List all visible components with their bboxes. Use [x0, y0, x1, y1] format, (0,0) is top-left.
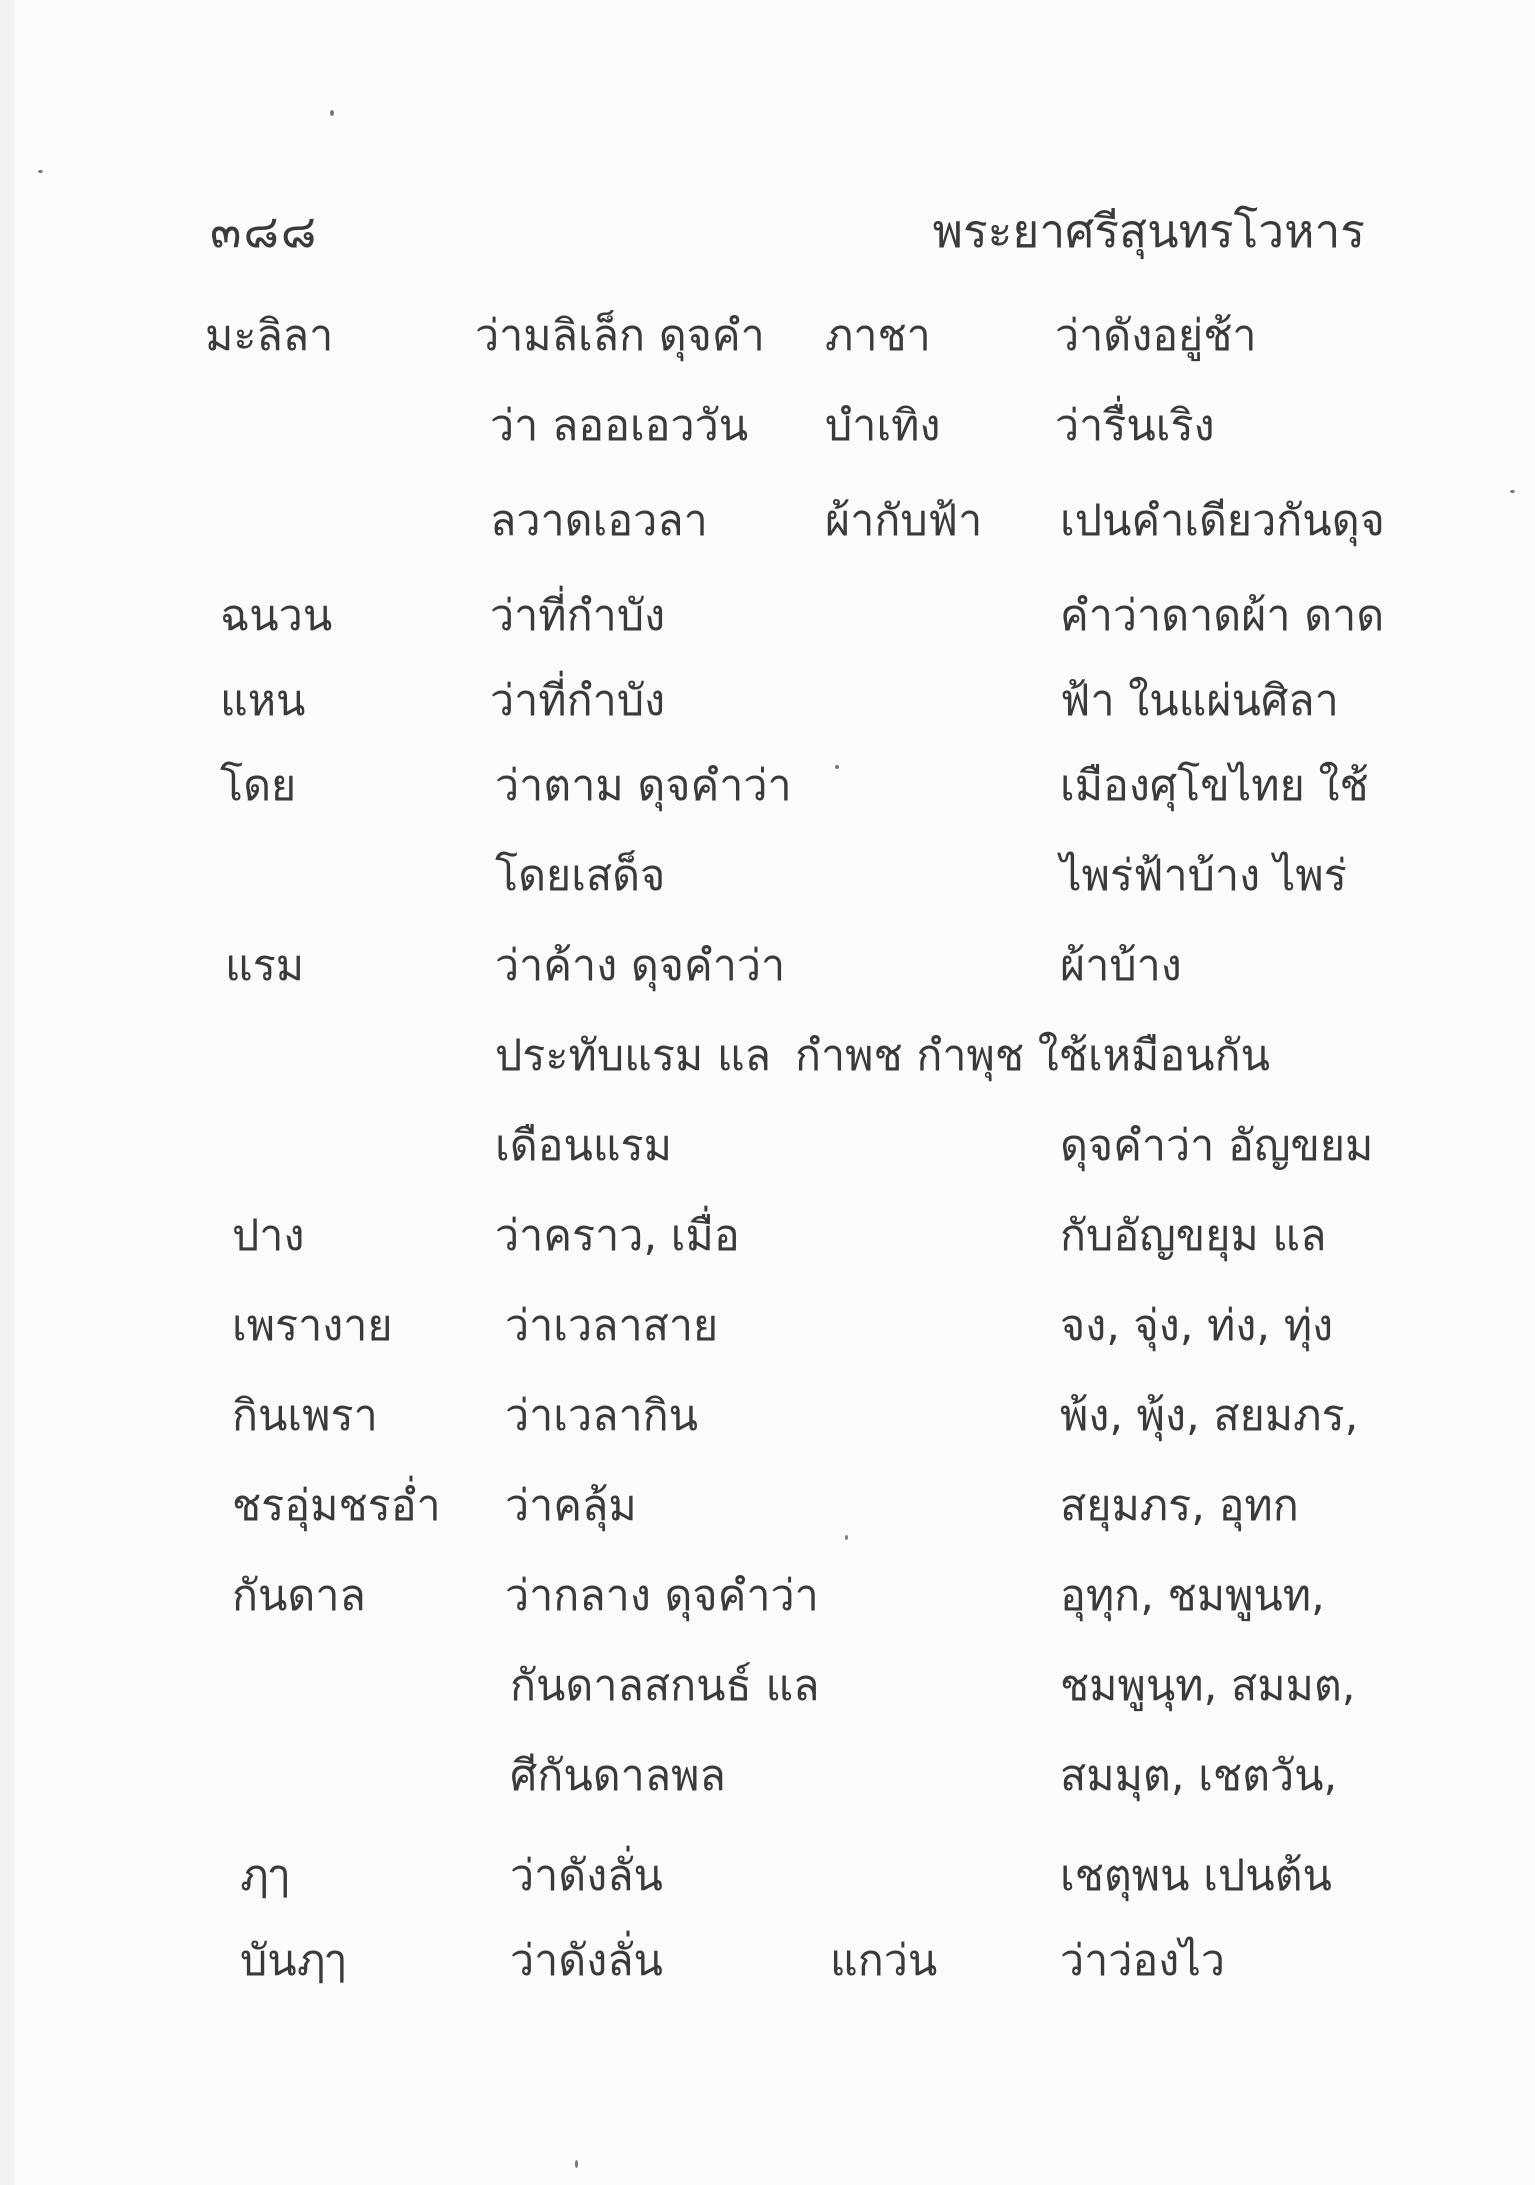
headword: โดย — [220, 761, 297, 811]
headword: กินเพรา — [232, 1391, 378, 1441]
gloss: ว่าคลุ้ม — [505, 1481, 637, 1531]
headword: บันฦๅ — [240, 1936, 347, 1986]
headword: มะลิลา — [205, 311, 334, 361]
gloss: ว่าดังลั่น — [510, 1851, 663, 1901]
gloss: ว่าดังอยู่ช้า — [1055, 311, 1257, 361]
gloss: ดุจคำว่า อัญขยม — [1060, 1121, 1374, 1171]
scan-speck — [575, 2160, 578, 2168]
scan-speck — [845, 1535, 848, 1540]
gloss: พ้ง, พุ้ง, สยมภร, — [1060, 1391, 1359, 1441]
gloss: ว่ามลิเล็ก ดุจคำ — [475, 311, 765, 361]
gloss: ไพร่ฟ้าบ้าง ไพร่ — [1060, 851, 1347, 901]
gloss: ว่า ลออเอววัน — [490, 401, 749, 451]
gloss: ว่าเวลาสาย — [505, 1301, 719, 1351]
scan-speck — [38, 170, 43, 173]
gloss: คำว่าดาดผ้า ดาด — [1060, 591, 1385, 641]
scan-speck — [330, 110, 334, 116]
gloss: ว่าที่กำบัง — [490, 591, 666, 641]
gloss: จง, จุ่ง, ท่ง, ทุ่ง — [1060, 1301, 1334, 1351]
headword: ฉนวน — [220, 591, 333, 641]
gloss: ว่าที่กำบัง — [490, 676, 666, 726]
headword: บำเทิง — [825, 401, 941, 451]
gloss: ชมพูนุท, สมมต, — [1060, 1661, 1356, 1711]
headword: ปาง — [232, 1211, 305, 1261]
page-number: ๓๘๘ — [210, 204, 319, 258]
gloss: โดยเสด็จ — [495, 851, 666, 901]
gloss: ลวาดเอวลา — [490, 496, 708, 546]
gloss: เมืองศุโขไทย ใช้ — [1060, 761, 1369, 811]
gloss: กันดาลสกนธ์ แล — [510, 1661, 820, 1711]
gloss: เดือนแรม — [495, 1121, 672, 1171]
scan-speck — [835, 765, 839, 769]
gloss: ว่ารื่นเริง — [1055, 401, 1215, 451]
gloss: ศีกันดาลพล — [510, 1751, 726, 1801]
gloss: ฟ้า ในแผ่นศิลา — [1060, 676, 1339, 726]
headword: แกว่น — [830, 1936, 938, 1986]
gloss: ว่าเวลากิน — [505, 1391, 699, 1441]
headword: แรม — [225, 941, 305, 991]
headword: ชรอุ่มชรอ่ำ — [232, 1481, 441, 1531]
gloss: ว่ากลาง ดุจคำว่า — [505, 1571, 819, 1621]
scan-speck — [1510, 490, 1515, 493]
headword: ภาชา — [825, 311, 931, 361]
headword: ผ้ากับฟ้า — [825, 496, 983, 546]
gloss: เชตุพน เปนต้น — [1060, 1851, 1332, 1901]
running-title: พระยาศรีสุนทรโวหาร — [932, 204, 1365, 258]
gloss: สมมุต, เชตวัน, — [1060, 1751, 1338, 1801]
gloss: เปนคำเดียวกันดุจ — [1060, 496, 1385, 546]
gloss: ว่าดังลั่น — [510, 1936, 663, 1986]
gloss: ประทับแรม แล — [495, 1031, 772, 1081]
headword: ฦๅ — [240, 1851, 290, 1901]
gloss: อุทุก, ชมพูนท, — [1060, 1571, 1325, 1621]
gloss: ว่าตาม ดุจคำว่า — [495, 761, 792, 811]
gloss: ว่าคราว, เมื่อ — [495, 1211, 740, 1261]
headword: เพรางาย — [232, 1301, 393, 1351]
gloss: กำพช กำพุช ใช้เหมือนกัน — [795, 1031, 1270, 1081]
gloss: สยุมภร, อุทก — [1060, 1481, 1299, 1531]
headword: กันดาล — [232, 1571, 366, 1621]
headword: แหน — [220, 676, 306, 726]
gloss: กับอัญขยุม แล — [1060, 1211, 1327, 1261]
gloss: ว่าว่องไว — [1060, 1936, 1226, 1986]
gloss: ว่าค้าง ดุจคำว่า — [495, 941, 786, 991]
gloss: ผ้าบ้าง — [1060, 941, 1182, 991]
page-edge — [0, 0, 14, 2185]
